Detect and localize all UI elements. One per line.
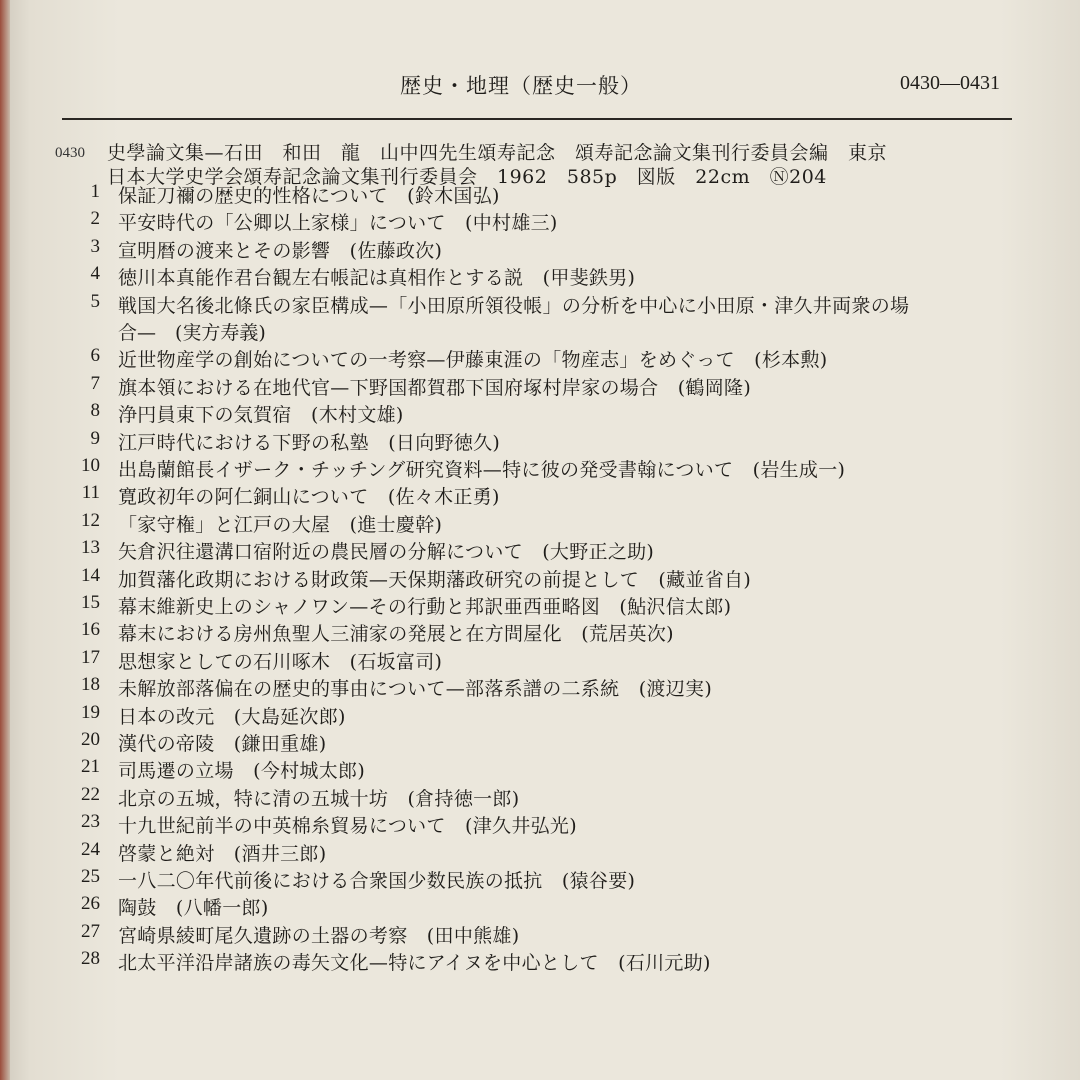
list-item [0, 482, 1080, 509]
item-title: 寛政初年の阿仁銅山について (佐々木正勇) [118, 486, 500, 509]
item-number: 2 [90, 208, 100, 230]
item-number: 1 [90, 181, 100, 202]
item-number: 22 [81, 783, 100, 805]
list-item [0, 345, 1080, 372]
item-title: 日本の改元 (大島延次郎) [118, 705, 346, 728]
item-title: 平安時代の「公卿以上家様」について (中村雄三) [118, 212, 558, 235]
list-item [0, 428, 1080, 455]
item-title: 北京の五城，特に清の五城十坊 (倉持徳一郎) [118, 787, 520, 810]
list-item [0, 702, 1080, 729]
item-title: 幕末における房州魚聖人三浦家の発展と在方問屋化 (荒居英次) [118, 623, 674, 646]
item-number: 25 [81, 866, 100, 887]
item-title: 近世物産学の創始についての一考察—伊藤東涯の「物産志」をめぐって (杉本勲) [118, 349, 828, 372]
item-title: 江戸時代における下野の私塾 (日向野徳久) [118, 431, 501, 454]
item-number: 14 [81, 564, 100, 586]
item-number: 4 [90, 263, 100, 285]
list-item [0, 455, 1080, 482]
item-title: 司馬遷の立場 (今村城太郎) [118, 760, 366, 783]
list-item [0, 510, 1080, 537]
list-item [0, 263, 1080, 290]
list-item [0, 208, 1080, 235]
entry-range: 0430—0431 [900, 72, 1000, 94]
item-number: 28 [81, 948, 100, 970]
list-item [0, 893, 1080, 920]
list-item [0, 565, 1080, 592]
list-item [0, 921, 1080, 948]
item-title: 宮崎県綾町尾久遺跡の土器の考察 (田中熊雄) [118, 924, 520, 947]
item-number: 21 [81, 756, 100, 778]
item-number: 18 [81, 674, 100, 696]
item-title: 幕末維新史上のシャノワン—その行動と邦訳亜西亜略図 (鮎沢信太郎) [118, 596, 732, 618]
list-item [0, 291, 1080, 318]
entry-number: 0430 [55, 145, 85, 161]
item-number: 16 [81, 619, 100, 641]
item-number: 17 [81, 646, 100, 668]
item-number: 20 [81, 729, 100, 750]
list-item [0, 236, 1080, 263]
list-item [0, 784, 1080, 811]
item-title: 浄円員東下の気賀宿 (木村文雄) [118, 404, 404, 427]
section-heading: 歴史・地理（歴史一般） [400, 74, 642, 98]
item-title: 戦国大名後北條氏の家臣構成—「小田原所領役帳」の分析を中心に小田原・津久井両衆の場 [118, 294, 910, 317]
item-title-continuation: 合— (実方寿義) [118, 322, 266, 344]
item-title: 矢倉沢往還溝口宿附近の農民層の分解について (大野正之助) [118, 541, 655, 564]
list-item [0, 619, 1080, 646]
list-item [0, 373, 1080, 400]
list-item [0, 839, 1080, 866]
item-number: 12 [81, 509, 100, 531]
item-number: 13 [81, 537, 100, 559]
item-title: 保証刀禰の歴史的性格について (鈴木国弘) [118, 185, 500, 207]
item-number: 6 [90, 345, 100, 367]
item-number: 5 [90, 290, 100, 312]
item-number: 3 [90, 235, 100, 257]
item-title: 宣明暦の渡来とその影響 (佐藤政次) [118, 239, 443, 262]
item-title: 未解放部落偏在の歴史的事由について—部落系譜の二系統 (渡辺実) [118, 678, 713, 701]
item-number: 27 [81, 920, 100, 942]
item-title: 一八二〇年代前後における合衆国少数民族の抵抗 (猿谷要) [118, 870, 636, 892]
list-item [0, 866, 1080, 893]
item-title: 漢代の帝陵 (鎌田重雄) [118, 733, 327, 755]
item-title: 啓蒙と絶対 (酒井三郎) [118, 842, 327, 865]
item-title: 「家守権」と江戸の大屋 (進士慶幹) [118, 513, 443, 536]
list-item [0, 592, 1080, 619]
item-number: 8 [90, 400, 100, 422]
list-item [0, 756, 1080, 783]
list-item [0, 674, 1080, 701]
item-number: 19 [81, 701, 100, 723]
item-number: 24 [81, 838, 100, 860]
item-title: 思想家としての石川啄木 (石坂富司) [118, 650, 443, 673]
list-item [0, 811, 1080, 838]
entry-title-line: 史學論文集—石田 和田 龍 山中四先生頌寿記念 頌寿記念論文集刊行委員会編 東京 [107, 142, 888, 164]
item-number: 7 [90, 372, 100, 394]
item-number: 15 [81, 592, 100, 613]
item-title: 旗本領における在地代官—下野国都賀郡下国府塚村岸家の場合 (鶴岡隆) [118, 376, 752, 399]
item-title: 北太平洋沿岸諸族の毒矢文化—特にアイヌを中心として (石川元助) [118, 952, 711, 975]
list-item [0, 729, 1080, 756]
item-number: 9 [90, 427, 100, 449]
item-title: 出島蘭館長イザーク・チッチング研究資料—特に彼の発受書翰について (岩生成一) [118, 459, 846, 481]
item-title: 陶鼓 (八幡一郎) [118, 897, 269, 920]
item-number: 11 [81, 482, 100, 504]
list-item [0, 181, 1080, 208]
item-title: 十九世紀前半の中英棉糸貿易について (津久井弘光) [118, 815, 577, 838]
list-item [0, 537, 1080, 564]
header-rule [62, 118, 1012, 120]
item-number: 26 [81, 893, 100, 915]
item-title: 徳川本真能作君台観左右帳記は真相作とする説 (甲斐鉄男) [118, 267, 636, 290]
item-title: 加賀藩化政期における財政策—天保期藩政研究の前提として (藏並省自) [118, 568, 752, 591]
list-item [0, 948, 1080, 975]
entry-publication-line: 日本大学史学会頌寿記念論文集刊行委員会 1962 585p 図版 22cm Ⓝ204 [107, 166, 827, 188]
item-number: 10 [81, 455, 100, 476]
item-number: 23 [81, 811, 100, 833]
list-item [0, 647, 1080, 674]
list-item [0, 400, 1080, 427]
